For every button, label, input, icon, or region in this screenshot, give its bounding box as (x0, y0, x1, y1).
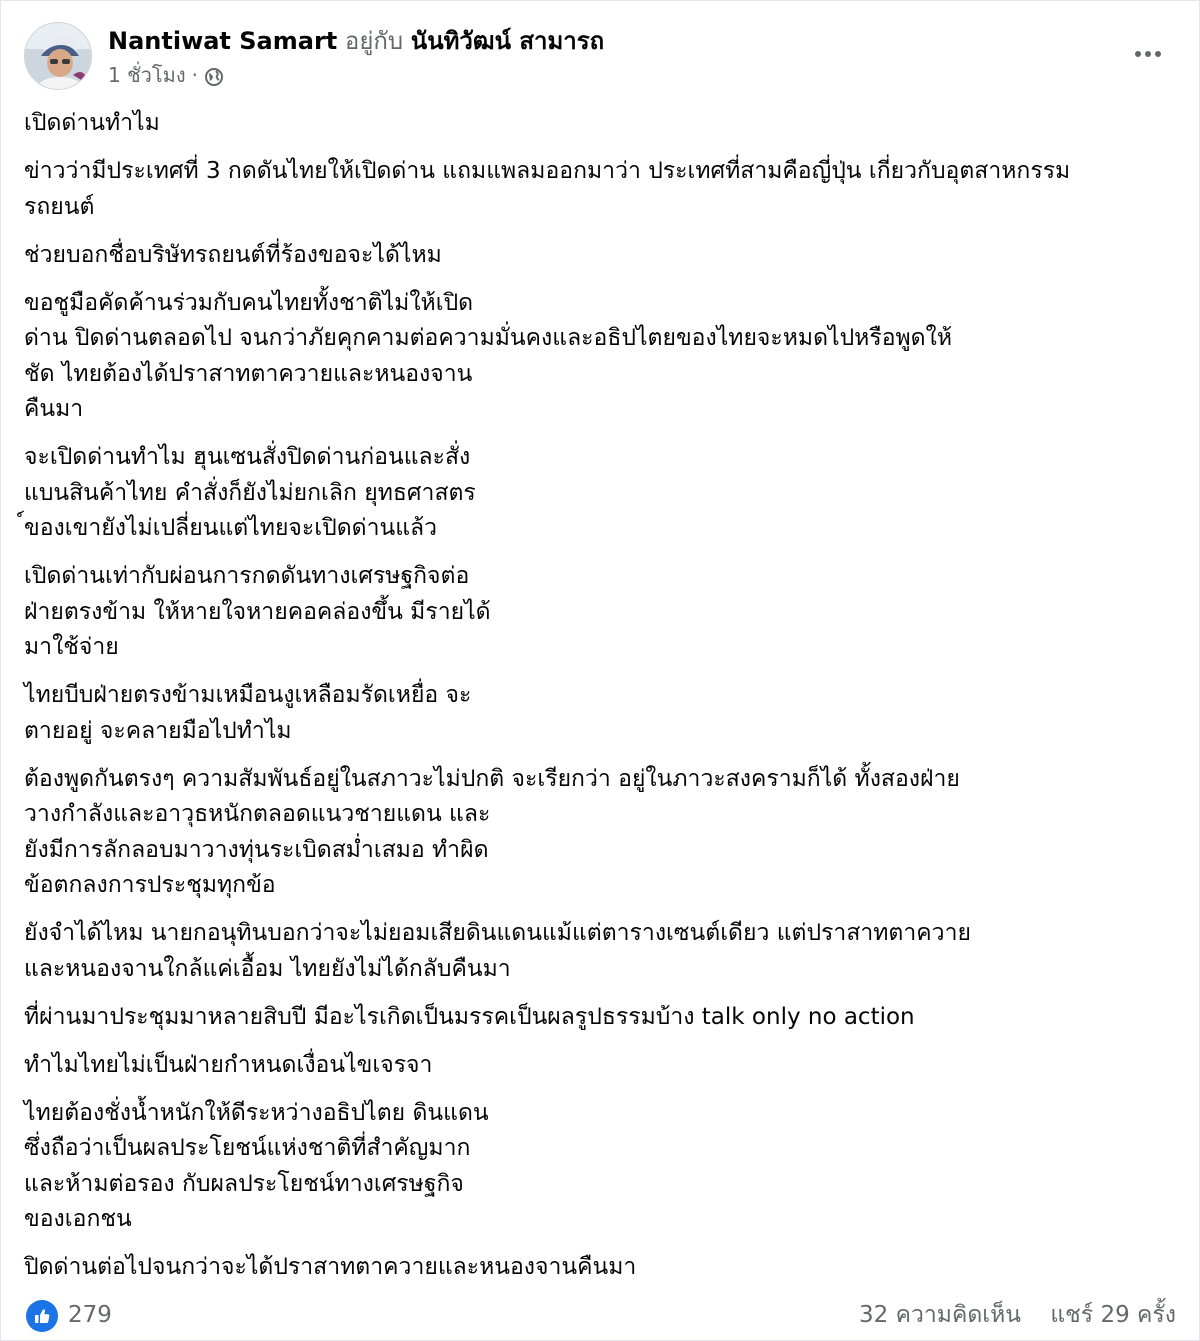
tagged-person-name[interactable]: นันทิวัฒน์ สามารถ (410, 27, 605, 55)
post-paragraph: เปิดด่านทำไม (24, 110, 160, 136)
share-count-link[interactable]: แชร์ 29 ครั้ง (1050, 1302, 1176, 1328)
author-line (108, 24, 604, 58)
post-body (24, 106, 1174, 1298)
globe-icon[interactable] (204, 65, 224, 85)
dot (1145, 51, 1151, 57)
author-name[interactable]: Nantiwat Samart (108, 27, 338, 55)
post-paragraph: ข่าวว่ามีประเทศที่ 3 กดดันไทยให้เปิดด่าน แถมแพลมออกมาว่า ประเทศที่สามคือญี่ปุ่น เกี่ยวกับอุตสาหกรรม รถยนต์ (24, 158, 1071, 220)
more-options-icon[interactable] (1126, 36, 1170, 72)
dot (1135, 51, 1141, 57)
post-paragraph: ที่ผ่านมาประชุมมาหลายสิบปี มีอะไรเกิดเป็นมรรคเป็นผลรูปธรรมบ้าง talk only no action (24, 1003, 915, 1030)
post-paragraph: ไทยบีบฝ่ายตรงข้ามเหมือนงูเหลือมรัดเหยื่อ จะ ตายอยู่ จะคลายมือไปทำไม (24, 682, 472, 744)
post-footer (0, 1292, 1200, 1338)
post-paragraph: ขอชูมือคัดค้านร่วมกับคนไทยทั้งชาติไม่ให้เปิด ด่าน ปิดด่านตลอดไป จนกว่าภัยคุกคามต่อความมั่นคงและอธิปไตยของไทยจะหมดไปหรือพูดให้ ชัด ไทยต้องได้ปราสาทตาควายและหนองจาน คืนมา (24, 289, 952, 422)
post-timestamp[interactable]: 1 ชั่วโมง (108, 63, 186, 87)
author-avatar[interactable] (24, 22, 92, 90)
post-paragraph: เปิดด่านเท่ากับผ่อนการกดดันทางเศรษฐกิจต่อ ฝ่ายตรงข้าม ให้หายใจหายคอคล่องขึ้น มีรายได้ มาใช้จ่าย (24, 563, 491, 660)
dot (1155, 51, 1161, 57)
post-paragraph: ปิดด่านต่อไปจนกว่าจะได้ปราสาทตาควายและหนองจานคืนมา (24, 1254, 637, 1280)
with-label: อยู่กับ (344, 27, 404, 55)
meta-separator: · (191, 63, 198, 87)
post-paragraph: จะเปิดด่านทำไม ฮุนเซนสั่งปิดด่านก่อนและสั่ง แบนสินค้าไทย คำสั่งก็ยังไม่ยกเลิก ยุทธศาสตร ์ของเขายังไม่เปลี่ยนแต่ไทยจะเปิดด่านแล้ว (24, 444, 476, 541)
post-meta (108, 60, 224, 90)
reaction-count[interactable]: 279 (68, 1302, 112, 1328)
like-icon[interactable] (26, 1300, 58, 1332)
post-paragraph: ยังจำได้ไหม นายกอนุทินบอกว่าจะไม่ยอมเสียดินแดนแม้แต่ตารางเซนต์เดียว แต่ปราสาทตาควาย และหนองจานใกล้แค่เอื้อม ไทยยังไม่ได้กลับคืนมา (24, 920, 971, 982)
post-paragraph: ต้องพูดกันตรงๆ ความสัมพันธ์อยู่ในสภาวะไม่ปกติ จะเรียกว่า อยู่ในภาวะสงครามก็ได้ ทั้งสองฝ่าย วางกำลังและอาวุธหนักตลอดแนวชายแดน และ ยังมีการลักลอบมาวางทุ่นระเบิดสม่ำเสมอ ทำผิด ข้อตกลงการประชุมทุกข้อ (24, 765, 960, 898)
engagement-stats (859, 1298, 1176, 1332)
post-paragraph: ทำไมไทยไม่เป็นฝ่ายกำหนดเงื่อนไขเจรจา (24, 1051, 433, 1078)
comment-count-link[interactable]: 32 ความคิดเห็น (859, 1302, 1022, 1328)
post-paragraph: ช่วยบอกชื่อบริษัทรถยนต์ที่ร้องขอจะได้ไหม (24, 241, 442, 268)
post-paragraph: ไทยต้องชั่งน้ำหนักให้ดีระหว่างอธิปไตย ดินแดน ซึ่งถือว่าเป็นผลประโยชน์แห่งชาติที่สำคัญมาก และห้ามต่อรอง กับผลประโยชน์ทางเศรษฐกิจ ของเอกชน (24, 1099, 489, 1232)
